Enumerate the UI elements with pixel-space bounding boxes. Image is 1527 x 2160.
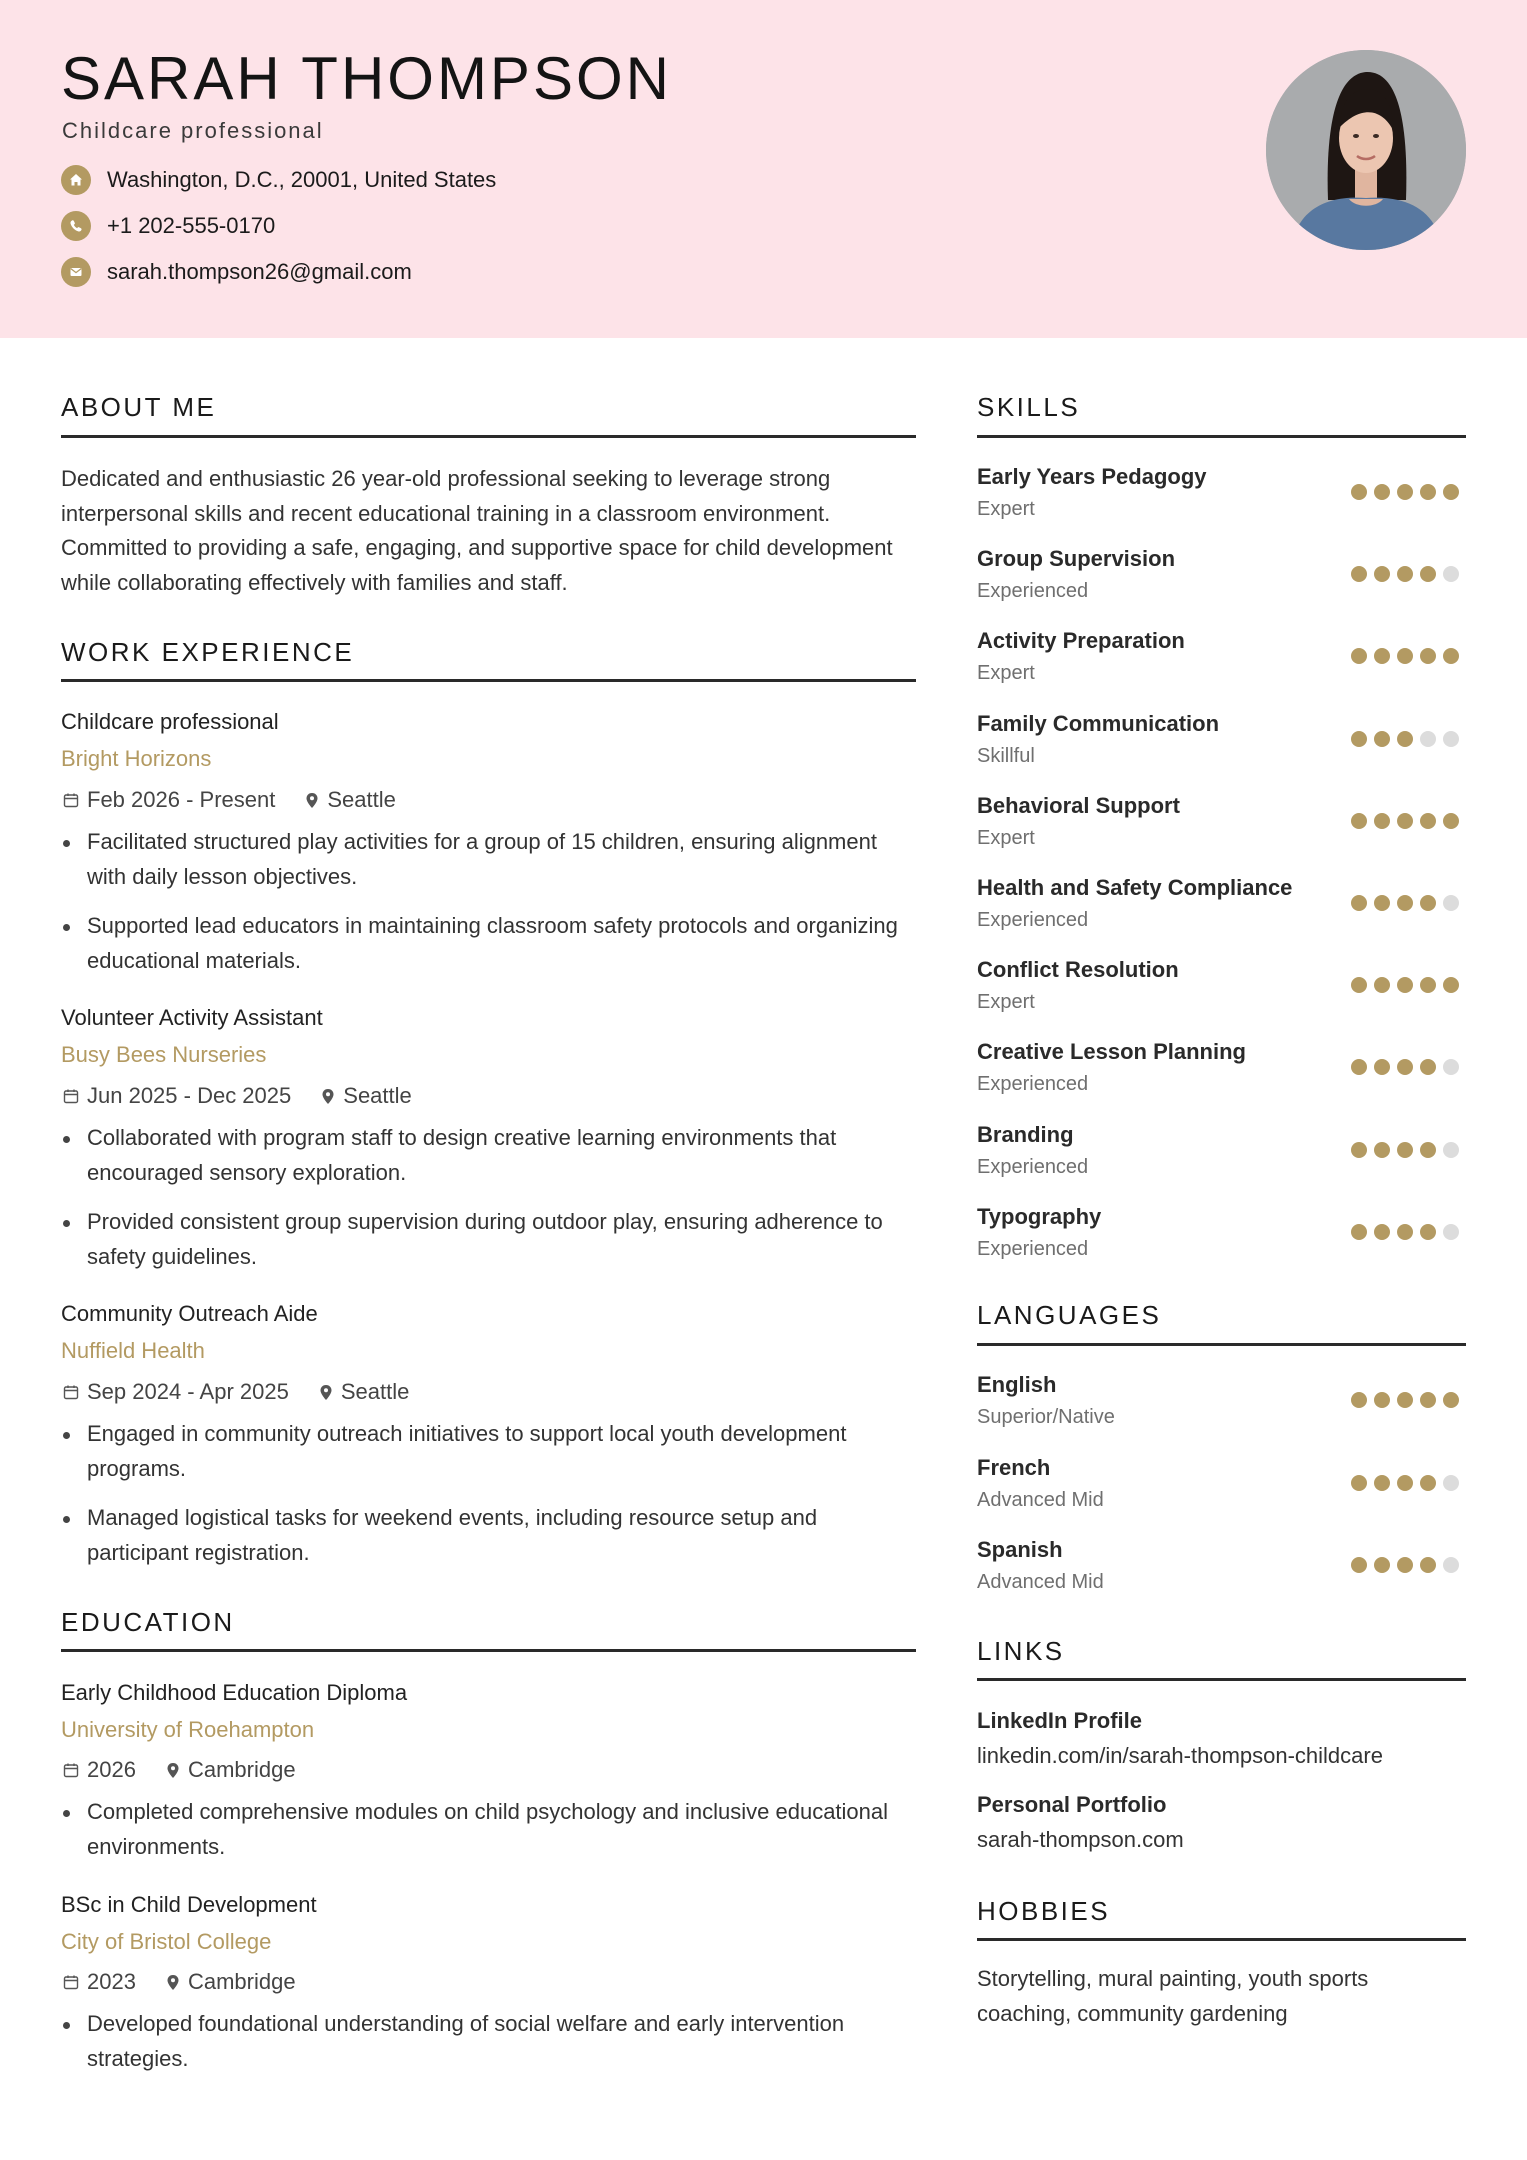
language-name: Spanish bbox=[977, 1537, 1063, 1562]
job-dates: Jun 2025 - Dec 2025 bbox=[87, 1083, 292, 1108]
candidate-role: Childcare professional bbox=[62, 118, 324, 143]
rating-dot bbox=[1374, 895, 1390, 911]
job-bullet: Engaged in community outreach initiatives to support local youth development programs. bbox=[61, 1417, 921, 1486]
rating-dot bbox=[1351, 813, 1367, 829]
rating-dot bbox=[1443, 1557, 1459, 1573]
rating-dot bbox=[1420, 731, 1436, 747]
rating-dot bbox=[1374, 484, 1390, 500]
rating-dot bbox=[1420, 1059, 1436, 1075]
rating-dot bbox=[1443, 566, 1459, 582]
rating-dot bbox=[1351, 895, 1367, 911]
rating-dot bbox=[1443, 484, 1459, 500]
rating-dot bbox=[1351, 1557, 1367, 1573]
candidate-name: SARAH THOMPSON bbox=[61, 45, 672, 112]
link-url[interactable]: linkedin.com/in/sarah-thompson-childcare bbox=[977, 1743, 1383, 1768]
language-rating bbox=[1351, 1392, 1466, 1408]
rating-dot bbox=[1351, 484, 1367, 500]
job-bullet: Supported lead educators in maintaining classroom safety protocols and organizing educational materials. bbox=[61, 909, 921, 978]
rating-dot bbox=[1443, 1142, 1459, 1158]
languages-section-title: LANGUAGES bbox=[977, 1300, 1162, 1330]
education-location: Cambridge bbox=[187, 1969, 296, 1994]
skill-rating bbox=[1351, 648, 1466, 664]
rating-dot bbox=[1443, 1224, 1459, 1240]
language-level: Superior/Native bbox=[977, 1406, 1115, 1428]
skill-level: Experienced bbox=[977, 1237, 1089, 1260]
rating-dot bbox=[1374, 1142, 1390, 1158]
languages-divider bbox=[977, 1343, 1466, 1346]
rating-dot bbox=[1420, 813, 1436, 829]
language-name: French bbox=[977, 1454, 1051, 1480]
skill-rating bbox=[1351, 566, 1466, 582]
degree-title: BSc in Child Development bbox=[61, 1892, 317, 1917]
rating-dot bbox=[1397, 731, 1413, 747]
calendar-icon bbox=[63, 792, 79, 808]
skill-level: Experienced bbox=[977, 580, 1089, 603]
rating-dot bbox=[1351, 648, 1367, 664]
rating-dot bbox=[1397, 1392, 1413, 1408]
home-icon bbox=[61, 165, 91, 195]
rating-dot bbox=[1420, 648, 1436, 664]
about-divider bbox=[61, 435, 916, 438]
skill-rating bbox=[1351, 977, 1466, 993]
skill-name: Health and Safety Compliance bbox=[977, 875, 1293, 900]
school-name: City of Bristol College bbox=[61, 1929, 272, 1954]
rating-dot bbox=[1420, 1475, 1436, 1491]
skill-rating bbox=[1351, 813, 1466, 829]
rating-dot bbox=[1397, 895, 1413, 911]
rating-dot bbox=[1351, 566, 1367, 582]
rating-dot bbox=[1351, 977, 1367, 993]
education-divider bbox=[61, 1649, 916, 1652]
job-dates: Feb 2026 - Present bbox=[87, 787, 276, 812]
rating-dot bbox=[1351, 1475, 1367, 1491]
skills-divider bbox=[977, 435, 1466, 438]
skills-section-title: SKILLS bbox=[977, 392, 1081, 422]
skill-name: Conflict Resolution bbox=[977, 957, 1179, 983]
skill-name: Activity Preparation bbox=[977, 628, 1185, 654]
job-bullet: Managed logistical tasks for weekend events, including resource setup and participant registration. bbox=[61, 1501, 921, 1570]
rating-dot bbox=[1374, 813, 1390, 829]
location-pin-icon bbox=[319, 1384, 333, 1401]
education-year: 2026 bbox=[87, 1757, 136, 1782]
rating-dot bbox=[1397, 484, 1413, 500]
rating-dot bbox=[1397, 977, 1413, 993]
rating-dot bbox=[1443, 648, 1459, 664]
job-meta bbox=[63, 1081, 412, 1111]
education-meta bbox=[63, 1755, 296, 1785]
job-title: Community Outreach Aide bbox=[61, 1301, 318, 1326]
rating-dot bbox=[1420, 895, 1436, 911]
rating-dot bbox=[1374, 1392, 1390, 1408]
hobbies-section-title: HOBBIES bbox=[977, 1896, 1111, 1926]
rating-dot bbox=[1397, 1475, 1413, 1491]
calendar-icon bbox=[63, 1974, 79, 1990]
language-name: English bbox=[977, 1372, 1057, 1397]
rating-dot bbox=[1443, 977, 1459, 993]
resume-header bbox=[0, 0, 1527, 338]
skill-name: Behavioral Support bbox=[977, 792, 1180, 818]
language-level: Advanced Mid bbox=[977, 1571, 1104, 1593]
skill-rating bbox=[1351, 895, 1466, 911]
email-text: sarah.thompson26@gmail.com bbox=[107, 259, 412, 284]
experience-section-title: WORK EXPERIENCE bbox=[61, 637, 355, 667]
skill-name: Early Years Pedagogy bbox=[977, 464, 1207, 489]
skill-rating bbox=[1351, 1059, 1466, 1075]
skill-name: Group Supervision bbox=[977, 546, 1176, 572]
skill-name: Family Communication bbox=[977, 710, 1220, 736]
rating-dot bbox=[1397, 1059, 1413, 1075]
education-section-title: EDUCATION bbox=[61, 1607, 235, 1637]
link-label: LinkedIn Profile bbox=[977, 1708, 1143, 1733]
experience-divider bbox=[61, 679, 916, 682]
about-section-title: ABOUT ME bbox=[61, 392, 217, 422]
link-url[interactable]: sarah-thompson.com bbox=[977, 1827, 1184, 1852]
rating-dot bbox=[1351, 1142, 1367, 1158]
education-year: 2023 bbox=[87, 1969, 136, 1994]
rating-dot bbox=[1374, 1224, 1390, 1240]
skill-name: Typography bbox=[977, 1203, 1102, 1229]
rating-dot bbox=[1420, 1392, 1436, 1408]
mail-icon bbox=[61, 257, 91, 287]
rating-dot bbox=[1443, 1059, 1459, 1075]
rating-dot bbox=[1374, 1475, 1390, 1491]
rating-dot bbox=[1443, 1475, 1459, 1491]
rating-dot bbox=[1374, 977, 1390, 993]
rating-dot bbox=[1351, 731, 1367, 747]
skill-name: Creative Lesson Planning bbox=[977, 1039, 1246, 1065]
job-bullet: Provided consistent group supervision during outdoor play, ensuring adherence to safety guidelines. bbox=[61, 1205, 921, 1274]
skill-level: Expert bbox=[977, 662, 1035, 685]
rating-dot bbox=[1351, 1224, 1367, 1240]
skill-level: Expert bbox=[977, 991, 1035, 1014]
education-location: Cambridge bbox=[187, 1757, 296, 1782]
rating-dot bbox=[1397, 813, 1413, 829]
rating-dot bbox=[1443, 1392, 1459, 1408]
job-dates: Sep 2024 - Apr 2025 bbox=[87, 1379, 289, 1404]
rating-dot bbox=[1374, 1557, 1390, 1573]
school-name: University of Roehampton bbox=[61, 1717, 315, 1742]
rating-dot bbox=[1374, 731, 1390, 747]
rating-dot bbox=[1420, 566, 1436, 582]
links-section-title: LINKS bbox=[977, 1636, 1065, 1666]
rating-dot bbox=[1443, 895, 1459, 911]
location-pin-icon bbox=[321, 1088, 335, 1105]
rating-dot bbox=[1420, 1557, 1436, 1573]
profile-photo bbox=[1266, 50, 1466, 250]
skill-level: Experienced bbox=[977, 909, 1089, 931]
calendar-icon bbox=[63, 1762, 79, 1778]
link-label: Personal Portfolio bbox=[977, 1792, 1167, 1817]
rating-dot bbox=[1351, 1392, 1367, 1408]
skill-rating bbox=[1351, 731, 1466, 747]
rating-dot bbox=[1397, 566, 1413, 582]
job-company: Busy Bees Nurseries bbox=[61, 1042, 267, 1067]
rating-dot bbox=[1397, 1142, 1413, 1158]
job-meta bbox=[63, 1377, 409, 1407]
rating-dot bbox=[1374, 566, 1390, 582]
job-location: Seattle bbox=[340, 1379, 410, 1404]
rating-dot bbox=[1397, 648, 1413, 664]
rating-dot bbox=[1443, 731, 1459, 747]
rating-dot bbox=[1420, 1224, 1436, 1240]
rating-dot bbox=[1351, 1059, 1367, 1075]
skill-rating bbox=[1351, 484, 1466, 500]
job-company: Bright Horizons bbox=[61, 746, 212, 771]
job-meta bbox=[63, 785, 396, 815]
rating-dot bbox=[1420, 484, 1436, 500]
rating-dot bbox=[1374, 648, 1390, 664]
rating-dot bbox=[1397, 1224, 1413, 1240]
education-meta bbox=[63, 1967, 296, 1997]
job-title: Volunteer Activity Assistant bbox=[61, 1005, 323, 1030]
address-text: Washington, D.C., 20001, United States bbox=[107, 167, 497, 192]
skill-rating bbox=[1351, 1142, 1466, 1158]
skill-level: Experienced bbox=[977, 1155, 1089, 1178]
rating-dot bbox=[1443, 813, 1459, 829]
contact-phone bbox=[61, 209, 275, 243]
calendar-icon bbox=[63, 1088, 79, 1104]
links-divider bbox=[977, 1678, 1466, 1681]
phone-icon bbox=[61, 211, 91, 241]
job-company: Nuffield Health bbox=[61, 1338, 205, 1363]
calendar-icon bbox=[63, 1384, 79, 1400]
hobbies-text: Storytelling, mural painting, youth sports coaching, community gardening bbox=[977, 1966, 1369, 2026]
contact-email bbox=[61, 255, 412, 289]
rating-dot bbox=[1374, 1059, 1390, 1075]
language-rating bbox=[1351, 1475, 1466, 1491]
location-pin-icon bbox=[305, 792, 319, 809]
about-text: Dedicated and enthusiastic 26 year-old professional seeking to leverage strong interpersonal skills and recent educational training in a classroom environment. Committed to providing a safe, engaging, and supportive space for child development while collaborating effectively with families and staff. bbox=[61, 466, 893, 595]
skill-level: Skillful bbox=[977, 744, 1035, 767]
skill-level: Experienced bbox=[977, 1073, 1089, 1096]
education-bullet: Developed foundational understanding of social welfare and early intervention strategies. bbox=[61, 2007, 921, 2076]
location-pin-icon bbox=[166, 1974, 180, 1991]
job-title: Childcare professional bbox=[61, 709, 279, 734]
job-bullet: Collaborated with program staff to design creative learning environments that encouraged sensory exploration. bbox=[61, 1121, 921, 1190]
skill-level: Expert bbox=[977, 498, 1035, 520]
skill-rating bbox=[1351, 1224, 1466, 1240]
skill-name: Branding bbox=[977, 1121, 1074, 1147]
contact-address bbox=[61, 163, 496, 197]
job-location: Seattle bbox=[327, 787, 396, 812]
language-level: Advanced Mid bbox=[977, 1488, 1104, 1511]
rating-dot bbox=[1397, 1557, 1413, 1573]
job-location: Seattle bbox=[343, 1083, 412, 1108]
skill-level: Expert bbox=[977, 826, 1035, 849]
hobbies-divider bbox=[977, 1938, 1466, 1941]
rating-dot bbox=[1420, 1142, 1436, 1158]
language-rating bbox=[1351, 1557, 1466, 1573]
location-pin-icon bbox=[166, 1762, 180, 1779]
rating-dot bbox=[1420, 977, 1436, 993]
degree-title: Early Childhood Education Diploma bbox=[61, 1680, 408, 1705]
education-bullet: Completed comprehensive modules on child psychology and inclusive educational environments. bbox=[61, 1795, 921, 1864]
job-bullet: Facilitated structured play activities for a group of 15 children, ensuring alignment with daily lesson objectives. bbox=[61, 825, 921, 894]
phone-text: +1 202-555-0170 bbox=[107, 213, 276, 238]
